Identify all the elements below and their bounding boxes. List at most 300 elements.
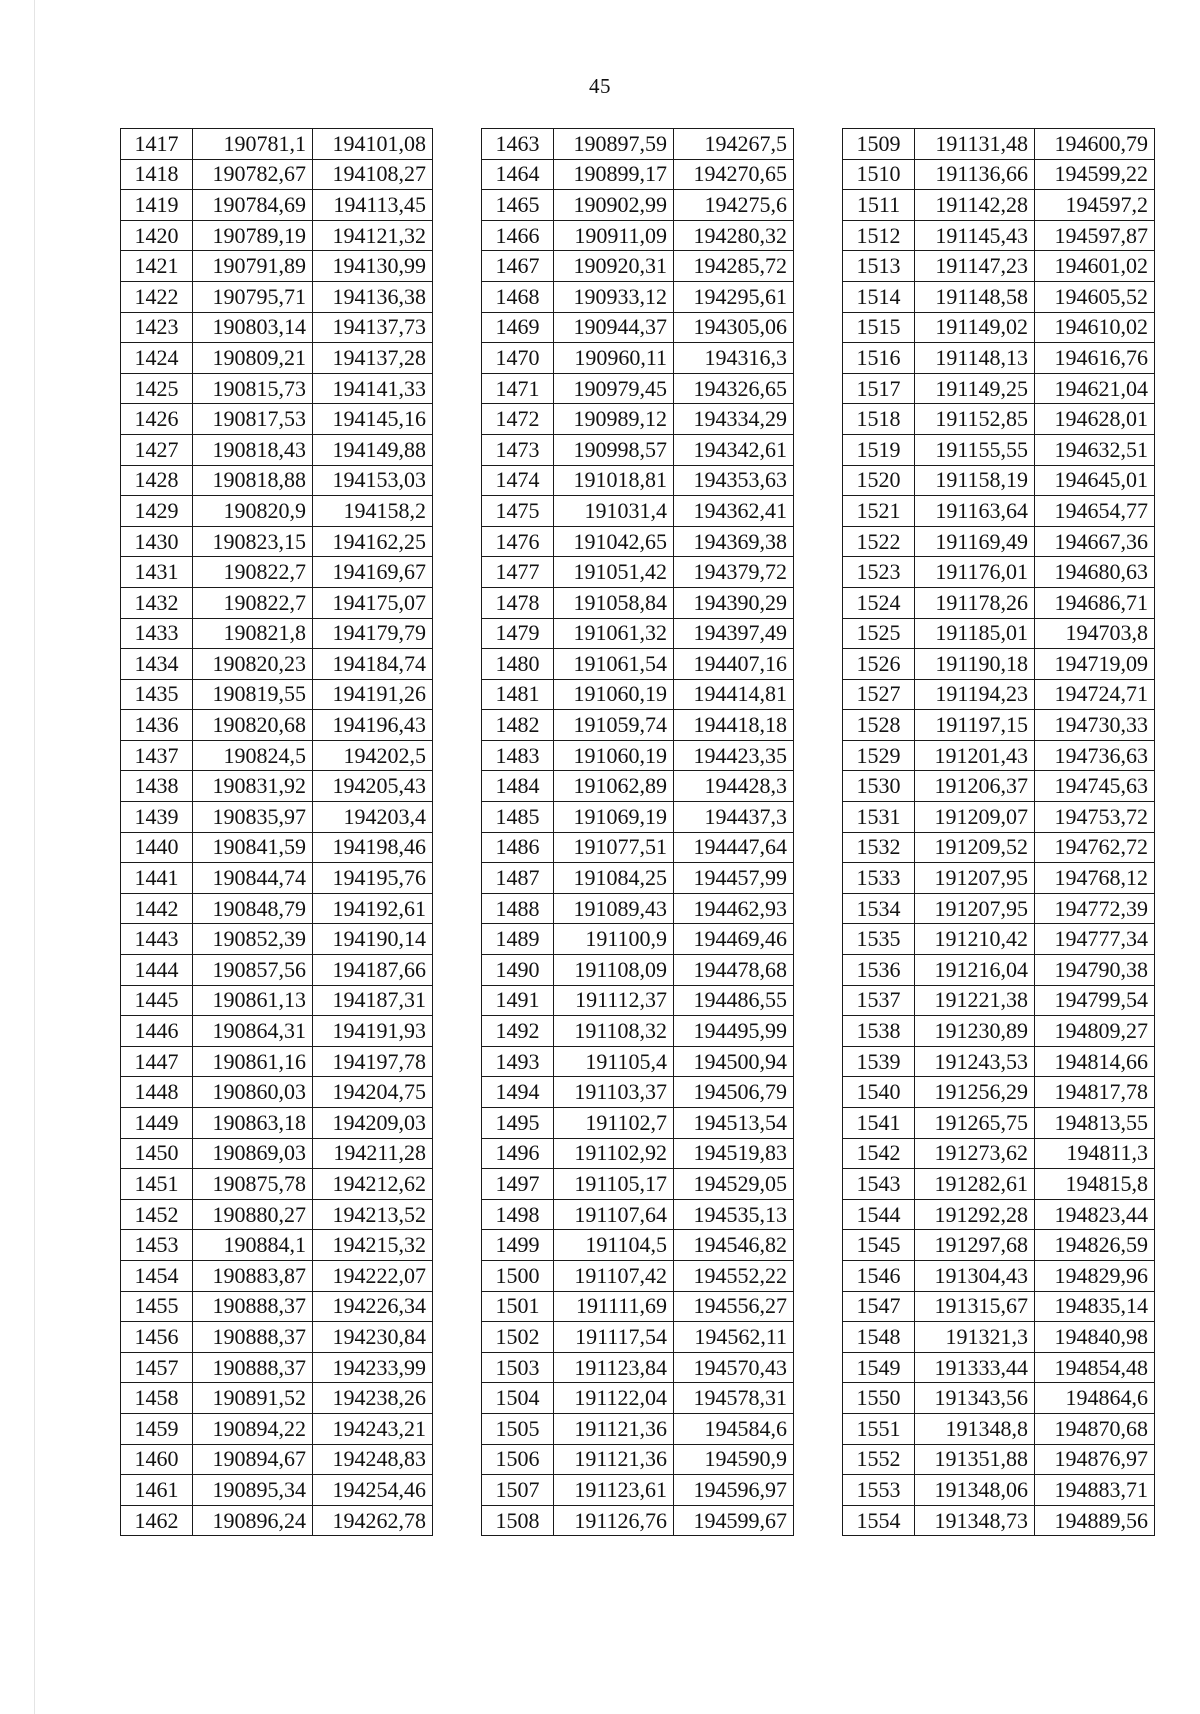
x-coordinate-cell: 190803,14 <box>193 312 313 343</box>
table-row <box>121 1077 433 1108</box>
table-row <box>843 1138 1155 1169</box>
table-row <box>482 1260 794 1291</box>
point-number-cell: 1460 <box>121 1444 193 1475</box>
table-row <box>121 190 433 221</box>
y-coordinate-cell: 194447,64 <box>674 832 794 863</box>
y-coordinate-cell: 194202,5 <box>313 740 433 771</box>
table-row <box>843 1230 1155 1261</box>
point-number-cell: 1505 <box>482 1413 554 1444</box>
y-coordinate-cell: 194233,99 <box>313 1352 433 1383</box>
y-coordinate-cell: 194238,26 <box>313 1383 433 1414</box>
table-row <box>843 190 1155 221</box>
x-coordinate-cell: 191123,84 <box>554 1352 674 1383</box>
point-number-cell: 1445 <box>121 985 193 1016</box>
x-coordinate-cell: 191084,25 <box>554 863 674 894</box>
point-number-cell: 1512 <box>843 220 915 251</box>
table-row <box>121 985 433 1016</box>
y-coordinate-cell: 194883,71 <box>1035 1475 1155 1506</box>
point-number-cell: 1540 <box>843 1077 915 1108</box>
x-coordinate-cell: 191221,38 <box>915 985 1035 1016</box>
table-row <box>843 1077 1155 1108</box>
point-number-cell: 1544 <box>843 1199 915 1230</box>
table-row <box>121 1199 433 1230</box>
y-coordinate-cell: 194198,46 <box>313 832 433 863</box>
table-row <box>121 679 433 710</box>
x-coordinate-cell: 191158,19 <box>915 465 1035 496</box>
table-row <box>121 557 433 588</box>
table-row <box>482 343 794 374</box>
point-number-cell: 1430 <box>121 526 193 557</box>
point-number-cell: 1421 <box>121 251 193 282</box>
coordinate-table-3 <box>842 128 1155 1536</box>
y-coordinate-cell: 194654,77 <box>1035 496 1155 527</box>
point-number-cell: 1477 <box>482 557 554 588</box>
point-number-cell: 1474 <box>482 465 554 496</box>
x-coordinate-cell: 190933,12 <box>554 281 674 312</box>
x-coordinate-cell: 190841,59 <box>193 832 313 863</box>
y-coordinate-cell: 194703,8 <box>1035 618 1155 649</box>
point-number-cell: 1525 <box>843 618 915 649</box>
coordinate-table-2 <box>481 128 794 1536</box>
point-number-cell: 1484 <box>482 771 554 802</box>
table-row <box>482 1352 794 1383</box>
x-coordinate-cell: 191031,4 <box>554 496 674 527</box>
x-coordinate-cell: 191265,75 <box>915 1108 1035 1139</box>
y-coordinate-cell: 194600,79 <box>1035 129 1155 160</box>
y-coordinate-cell: 194153,03 <box>313 465 433 496</box>
x-coordinate-cell: 190895,34 <box>193 1475 313 1506</box>
table-row <box>843 1444 1155 1475</box>
y-coordinate-cell: 194870,68 <box>1035 1413 1155 1444</box>
y-coordinate-cell: 194190,14 <box>313 924 433 955</box>
point-number-cell: 1424 <box>121 343 193 374</box>
x-coordinate-cell: 190998,57 <box>554 434 674 465</box>
x-coordinate-cell: 190857,56 <box>193 955 313 986</box>
x-coordinate-cell: 190861,13 <box>193 985 313 1016</box>
table-row <box>482 863 794 894</box>
x-coordinate-cell: 190789,19 <box>193 220 313 251</box>
y-coordinate-cell: 194212,62 <box>313 1169 433 1200</box>
x-coordinate-cell: 191108,09 <box>554 955 674 986</box>
y-coordinate-cell: 194342,61 <box>674 434 794 465</box>
x-coordinate-cell: 191112,37 <box>554 985 674 1016</box>
point-number-cell: 1499 <box>482 1230 554 1261</box>
point-number-cell: 1491 <box>482 985 554 1016</box>
x-coordinate-cell: 191147,23 <box>915 251 1035 282</box>
x-coordinate-cell: 190791,89 <box>193 251 313 282</box>
x-coordinate-cell: 191060,19 <box>554 679 674 710</box>
y-coordinate-cell: 194215,32 <box>313 1230 433 1261</box>
table-row <box>482 1230 794 1261</box>
table-row <box>121 863 433 894</box>
x-coordinate-cell: 191207,95 <box>915 863 1035 894</box>
point-number-cell: 1524 <box>843 587 915 618</box>
y-coordinate-cell: 194169,67 <box>313 557 433 588</box>
table-row <box>482 771 794 802</box>
x-coordinate-cell: 190911,09 <box>554 220 674 251</box>
x-coordinate-cell: 191169,49 <box>915 526 1035 557</box>
y-coordinate-cell: 194876,97 <box>1035 1444 1155 1475</box>
y-coordinate-cell: 194601,02 <box>1035 251 1155 282</box>
y-coordinate-cell: 194506,79 <box>674 1077 794 1108</box>
table-row <box>482 985 794 1016</box>
page-number: 45 <box>589 74 611 98</box>
y-coordinate-cell: 194584,6 <box>674 1413 794 1444</box>
y-coordinate-cell: 194145,16 <box>313 404 433 435</box>
x-coordinate-cell: 191292,28 <box>915 1199 1035 1230</box>
point-number-cell: 1549 <box>843 1352 915 1383</box>
point-number-cell: 1533 <box>843 863 915 894</box>
point-number-cell: 1447 <box>121 1046 193 1077</box>
point-number-cell: 1480 <box>482 649 554 680</box>
x-coordinate-cell: 191103,37 <box>554 1077 674 1108</box>
y-coordinate-cell: 194719,09 <box>1035 649 1155 680</box>
x-coordinate-cell: 190894,67 <box>193 1444 313 1475</box>
table-row <box>843 740 1155 771</box>
y-coordinate-cell: 194390,29 <box>674 587 794 618</box>
y-coordinate-cell: 194334,29 <box>674 404 794 435</box>
point-number-cell: 1418 <box>121 159 193 190</box>
x-coordinate-cell: 191089,43 <box>554 893 674 924</box>
y-coordinate-cell: 194826,59 <box>1035 1230 1155 1261</box>
table-row <box>121 740 433 771</box>
y-coordinate-cell: 194599,67 <box>674 1505 794 1536</box>
x-coordinate-cell: 191348,8 <box>915 1413 1035 1444</box>
point-number-cell: 1441 <box>121 863 193 894</box>
y-coordinate-cell: 194686,71 <box>1035 587 1155 618</box>
x-coordinate-cell: 191107,64 <box>554 1199 674 1230</box>
table-row <box>121 832 433 863</box>
x-coordinate-cell: 190848,79 <box>193 893 313 924</box>
table-row <box>482 281 794 312</box>
point-number-cell: 1535 <box>843 924 915 955</box>
x-coordinate-cell: 190860,03 <box>193 1077 313 1108</box>
x-coordinate-cell: 191343,56 <box>915 1383 1035 1414</box>
table-row <box>843 312 1155 343</box>
y-coordinate-cell: 194632,51 <box>1035 434 1155 465</box>
point-number-cell: 1448 <box>121 1077 193 1108</box>
x-coordinate-cell: 190888,37 <box>193 1322 313 1353</box>
point-number-cell: 1545 <box>843 1230 915 1261</box>
table-row <box>121 955 433 986</box>
table-row <box>482 1505 794 1536</box>
y-coordinate-cell: 194414,81 <box>674 679 794 710</box>
y-coordinate-cell: 194203,4 <box>313 802 433 833</box>
y-coordinate-cell: 194730,33 <box>1035 710 1155 741</box>
point-number-cell: 1528 <box>843 710 915 741</box>
x-coordinate-cell: 191051,42 <box>554 557 674 588</box>
point-number-cell: 1469 <box>482 312 554 343</box>
table-row <box>843 129 1155 160</box>
table-row <box>121 924 433 955</box>
table-row <box>843 434 1155 465</box>
x-coordinate-cell: 191111,69 <box>554 1291 674 1322</box>
table-row <box>843 924 1155 955</box>
point-number-cell: 1435 <box>121 679 193 710</box>
table-row <box>121 893 433 924</box>
table-row <box>121 587 433 618</box>
point-number-cell: 1539 <box>843 1046 915 1077</box>
x-coordinate-cell: 191216,04 <box>915 955 1035 986</box>
point-number-cell: 1433 <box>121 618 193 649</box>
y-coordinate-cell: 194397,49 <box>674 618 794 649</box>
table-row <box>482 1199 794 1230</box>
y-coordinate-cell: 194280,32 <box>674 220 794 251</box>
table-row <box>482 1108 794 1139</box>
table-row <box>121 618 433 649</box>
x-coordinate-cell: 190818,43 <box>193 434 313 465</box>
table-row <box>482 832 794 863</box>
x-coordinate-cell: 191122,04 <box>554 1383 674 1414</box>
table-row <box>121 649 433 680</box>
x-coordinate-cell: 190896,24 <box>193 1505 313 1536</box>
y-coordinate-cell: 194556,27 <box>674 1291 794 1322</box>
y-coordinate-cell: 194316,3 <box>674 343 794 374</box>
x-coordinate-cell: 190891,52 <box>193 1383 313 1414</box>
table-row <box>482 802 794 833</box>
table-row <box>482 924 794 955</box>
y-coordinate-cell: 194815,8 <box>1035 1169 1155 1200</box>
x-coordinate-cell: 191102,92 <box>554 1138 674 1169</box>
x-coordinate-cell: 191230,89 <box>915 1016 1035 1047</box>
table-row <box>482 1383 794 1414</box>
table-row <box>482 434 794 465</box>
table-row <box>121 1383 433 1414</box>
table-row <box>121 1260 433 1291</box>
x-coordinate-cell: 191315,67 <box>915 1291 1035 1322</box>
table-row <box>482 129 794 160</box>
table-row <box>121 220 433 251</box>
y-coordinate-cell: 194495,99 <box>674 1016 794 1047</box>
table-row <box>843 1505 1155 1536</box>
point-number-cell: 1451 <box>121 1169 193 1200</box>
point-number-cell: 1425 <box>121 373 193 404</box>
table-row <box>121 1230 433 1261</box>
x-coordinate-cell: 191207,95 <box>915 893 1035 924</box>
x-coordinate-cell: 191142,28 <box>915 190 1035 221</box>
x-coordinate-cell: 190884,1 <box>193 1230 313 1261</box>
y-coordinate-cell: 194162,25 <box>313 526 433 557</box>
y-coordinate-cell: 194605,52 <box>1035 281 1155 312</box>
point-number-cell: 1530 <box>843 771 915 802</box>
table-row <box>482 1016 794 1047</box>
x-coordinate-cell: 191149,02 <box>915 312 1035 343</box>
y-coordinate-cell: 194262,78 <box>313 1505 433 1536</box>
x-coordinate-cell: 190864,31 <box>193 1016 313 1047</box>
point-number-cell: 1538 <box>843 1016 915 1047</box>
y-coordinate-cell: 194270,65 <box>674 159 794 190</box>
x-coordinate-cell: 191062,89 <box>554 771 674 802</box>
point-number-cell: 1456 <box>121 1322 193 1353</box>
table-row <box>843 649 1155 680</box>
x-coordinate-cell: 191194,23 <box>915 679 1035 710</box>
y-coordinate-cell: 194599,22 <box>1035 159 1155 190</box>
point-number-cell: 1515 <box>843 312 915 343</box>
y-coordinate-cell: 194562,11 <box>674 1322 794 1353</box>
table-row <box>482 1291 794 1322</box>
table-row <box>482 1169 794 1200</box>
x-coordinate-cell: 191273,62 <box>915 1138 1035 1169</box>
point-number-cell: 1487 <box>482 863 554 894</box>
table-row <box>482 587 794 618</box>
y-coordinate-cell: 194108,27 <box>313 159 433 190</box>
table-row <box>843 1108 1155 1139</box>
y-coordinate-cell: 194428,3 <box>674 771 794 802</box>
table-row <box>843 220 1155 251</box>
y-coordinate-cell: 194230,84 <box>313 1322 433 1353</box>
x-coordinate-cell: 190822,7 <box>193 587 313 618</box>
table-row <box>843 802 1155 833</box>
table-row <box>121 1016 433 1047</box>
point-number-cell: 1514 <box>843 281 915 312</box>
point-number-cell: 1495 <box>482 1108 554 1139</box>
point-number-cell: 1488 <box>482 893 554 924</box>
point-number-cell: 1551 <box>843 1413 915 1444</box>
table-row <box>843 373 1155 404</box>
table-row <box>121 710 433 741</box>
y-coordinate-cell: 194248,83 <box>313 1444 433 1475</box>
table-row <box>843 526 1155 557</box>
point-number-cell: 1532 <box>843 832 915 863</box>
y-coordinate-cell: 194275,6 <box>674 190 794 221</box>
table-row <box>482 955 794 986</box>
table-row <box>843 1046 1155 1077</box>
x-coordinate-cell: 191148,58 <box>915 281 1035 312</box>
point-number-cell: 1464 <box>482 159 554 190</box>
x-coordinate-cell: 190822,7 <box>193 557 313 588</box>
table-row <box>121 1108 433 1139</box>
x-coordinate-cell: 191206,37 <box>915 771 1035 802</box>
x-coordinate-cell: 190883,87 <box>193 1260 313 1291</box>
point-number-cell: 1465 <box>482 190 554 221</box>
point-number-cell: 1478 <box>482 587 554 618</box>
x-coordinate-cell: 190852,39 <box>193 924 313 955</box>
y-coordinate-cell: 194295,61 <box>674 281 794 312</box>
x-coordinate-cell: 191058,84 <box>554 587 674 618</box>
point-number-cell: 1455 <box>121 1291 193 1322</box>
table-row <box>482 710 794 741</box>
table-row <box>121 1169 433 1200</box>
x-coordinate-cell: 191105,17 <box>554 1169 674 1200</box>
y-coordinate-cell: 194362,41 <box>674 496 794 527</box>
table-row <box>843 985 1155 1016</box>
y-coordinate-cell: 194187,66 <box>313 955 433 986</box>
x-coordinate-cell: 190820,9 <box>193 496 313 527</box>
x-coordinate-cell: 190902,99 <box>554 190 674 221</box>
point-number-cell: 1489 <box>482 924 554 955</box>
x-coordinate-cell: 191304,43 <box>915 1260 1035 1291</box>
y-coordinate-cell: 194590,9 <box>674 1444 794 1475</box>
table-row <box>121 496 433 527</box>
y-coordinate-cell: 194379,72 <box>674 557 794 588</box>
x-coordinate-cell: 191149,25 <box>915 373 1035 404</box>
point-number-cell: 1450 <box>121 1138 193 1169</box>
point-number-cell: 1501 <box>482 1291 554 1322</box>
point-number-cell: 1508 <box>482 1505 554 1536</box>
point-number-cell: 1437 <box>121 740 193 771</box>
table-row <box>843 618 1155 649</box>
point-number-cell: 1536 <box>843 955 915 986</box>
x-coordinate-cell: 190795,71 <box>193 281 313 312</box>
point-number-cell: 1454 <box>121 1260 193 1291</box>
point-number-cell: 1483 <box>482 740 554 771</box>
table-row <box>121 373 433 404</box>
point-number-cell: 1521 <box>843 496 915 527</box>
table-row <box>121 1322 433 1353</box>
y-coordinate-cell: 194113,45 <box>313 190 433 221</box>
y-coordinate-cell: 194529,05 <box>674 1169 794 1200</box>
y-coordinate-cell: 194799,54 <box>1035 985 1155 1016</box>
y-coordinate-cell: 194745,63 <box>1035 771 1155 802</box>
x-coordinate-cell: 190844,74 <box>193 863 313 894</box>
x-coordinate-cell: 191210,42 <box>915 924 1035 955</box>
point-number-cell: 1436 <box>121 710 193 741</box>
table-row <box>843 1169 1155 1200</box>
x-coordinate-cell: 190817,53 <box>193 404 313 435</box>
table-row <box>843 1475 1155 1506</box>
scan-margin-line <box>34 0 35 1714</box>
y-coordinate-cell: 194369,38 <box>674 526 794 557</box>
table-row <box>121 251 433 282</box>
table-row <box>482 404 794 435</box>
y-coordinate-cell: 194196,43 <box>313 710 433 741</box>
point-number-cell: 1537 <box>843 985 915 1016</box>
y-coordinate-cell: 194226,34 <box>313 1291 433 1322</box>
point-number-cell: 1490 <box>482 955 554 986</box>
point-number-cell: 1422 <box>121 281 193 312</box>
table-row <box>843 710 1155 741</box>
point-number-cell: 1509 <box>843 129 915 160</box>
y-coordinate-cell: 194204,75 <box>313 1077 433 1108</box>
y-coordinate-cell: 194772,39 <box>1035 893 1155 924</box>
x-coordinate-cell: 190899,17 <box>554 159 674 190</box>
y-coordinate-cell: 194552,22 <box>674 1260 794 1291</box>
x-coordinate-cell: 191145,43 <box>915 220 1035 251</box>
point-number-cell: 1503 <box>482 1352 554 1383</box>
y-coordinate-cell: 194222,07 <box>313 1260 433 1291</box>
x-coordinate-cell: 191105,4 <box>554 1046 674 1077</box>
point-number-cell: 1443 <box>121 924 193 955</box>
point-number-cell: 1494 <box>482 1077 554 1108</box>
table-row <box>482 373 794 404</box>
y-coordinate-cell: 194578,31 <box>674 1383 794 1414</box>
y-coordinate-cell: 194889,56 <box>1035 1505 1155 1536</box>
point-number-cell: 1520 <box>843 465 915 496</box>
y-coordinate-cell: 194209,03 <box>313 1108 433 1139</box>
y-coordinate-cell: 194191,26 <box>313 679 433 710</box>
point-number-cell: 1523 <box>843 557 915 588</box>
y-coordinate-cell: 194628,01 <box>1035 404 1155 435</box>
table-row <box>482 1322 794 1353</box>
y-coordinate-cell: 194736,63 <box>1035 740 1155 771</box>
point-number-cell: 1554 <box>843 1505 915 1536</box>
table-row <box>121 1413 433 1444</box>
table-row <box>482 1444 794 1475</box>
y-coordinate-cell: 194680,63 <box>1035 557 1155 588</box>
y-coordinate-cell: 194191,93 <box>313 1016 433 1047</box>
x-coordinate-cell: 190809,21 <box>193 343 313 374</box>
point-number-cell: 1553 <box>843 1475 915 1506</box>
y-coordinate-cell: 194814,66 <box>1035 1046 1155 1077</box>
x-coordinate-cell: 190781,1 <box>193 129 313 160</box>
table-row <box>482 618 794 649</box>
y-coordinate-cell: 194353,63 <box>674 465 794 496</box>
x-coordinate-cell: 191069,19 <box>554 802 674 833</box>
table-row <box>121 129 433 160</box>
point-number-cell: 1500 <box>482 1260 554 1291</box>
point-number-cell: 1541 <box>843 1108 915 1139</box>
table-row <box>121 1505 433 1536</box>
